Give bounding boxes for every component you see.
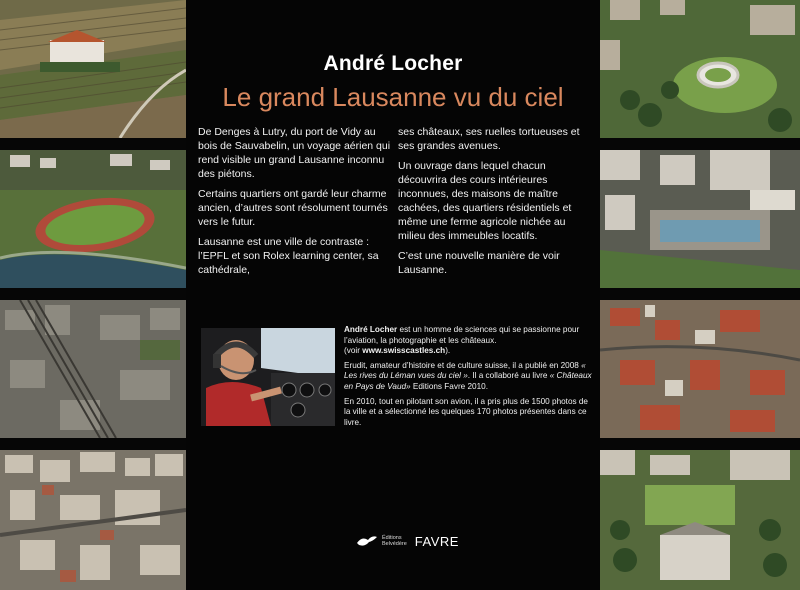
photo-modern-buildings [600, 150, 800, 288]
website-link[interactable]: www.swisscastles.ch [362, 346, 446, 356]
paragraph: Lausanne est une ville de contraste : l’EPFL et son Rolex learning center, sa cathédrale, [198, 236, 379, 276]
text-column-left [198, 125, 393, 283]
photo-old-town [600, 300, 800, 438]
photo-stadium-lakeshore [0, 150, 186, 288]
paragraph: De Denges à Lutry, du port de Vidy au bois de Sauvabelin, un voyage aérien qui rend visible un grand Lausanne inconnu des piétons. [198, 126, 391, 180]
author-name: André Locher [323, 52, 463, 75]
bio-paragraph: En 2010, tout en pilotant son avion, il a pris plus de 1500 photos de la ville et a sélectionné les quelques 170 photos présentes dans ce livre. [344, 396, 588, 427]
paragraph: Certains quartiers ont gardé leur charme ancien, d’autres sont résolument tournés vers le futur. [198, 188, 388, 228]
publisher-logo [356, 532, 459, 550]
photo-city-blocks [0, 450, 186, 590]
publisher-imprint: Éditions Belvédère [382, 535, 407, 547]
publisher-name: FAVRE [414, 533, 459, 549]
photo-university-campus [600, 450, 800, 590]
book-title: Le grand Lausanne vu du ciel [222, 82, 564, 112]
favre-bird-icon [356, 534, 378, 548]
center-panel [186, 0, 600, 590]
photo-park-oval [600, 0, 800, 138]
paragraph: C’est une nouvelle manière de voir Lausanne. [398, 250, 560, 276]
author-bio [344, 325, 592, 432]
bio-author-name: André Locher [344, 325, 398, 334]
photo-railway-district [0, 300, 186, 438]
photo-pilot-cockpit [201, 328, 335, 426]
text-column-right [398, 125, 593, 283]
bio-paragraph: André Locher est un homme de sciences qui se passionne pour l’aviation, la photographie et les châteaux. (voir www.swisscastles.ch). [344, 325, 580, 356]
bio-paragraph: Erudit, amateur d’histoire et de culture suisse, il a publié en 2008 « Les rives du Léman vues du ciel ». Il a collaboré au livre « Châteaux en Pays de Vaud» Editions Favre 2010. [344, 360, 592, 391]
paragraph: Un ouvrage dans lequel chacun découvrira des cours intérieures inconnues, des maisons de maître cachées, des quartiers résidentiels et même une ferme agricole nichée au milieu des immeubles locatifs. [398, 160, 572, 242]
photo-chateau-vineyards [0, 0, 186, 138]
paragraph: ses châteaux, ses ruelles tortueuses et ses grandes avenues. [398, 126, 580, 152]
